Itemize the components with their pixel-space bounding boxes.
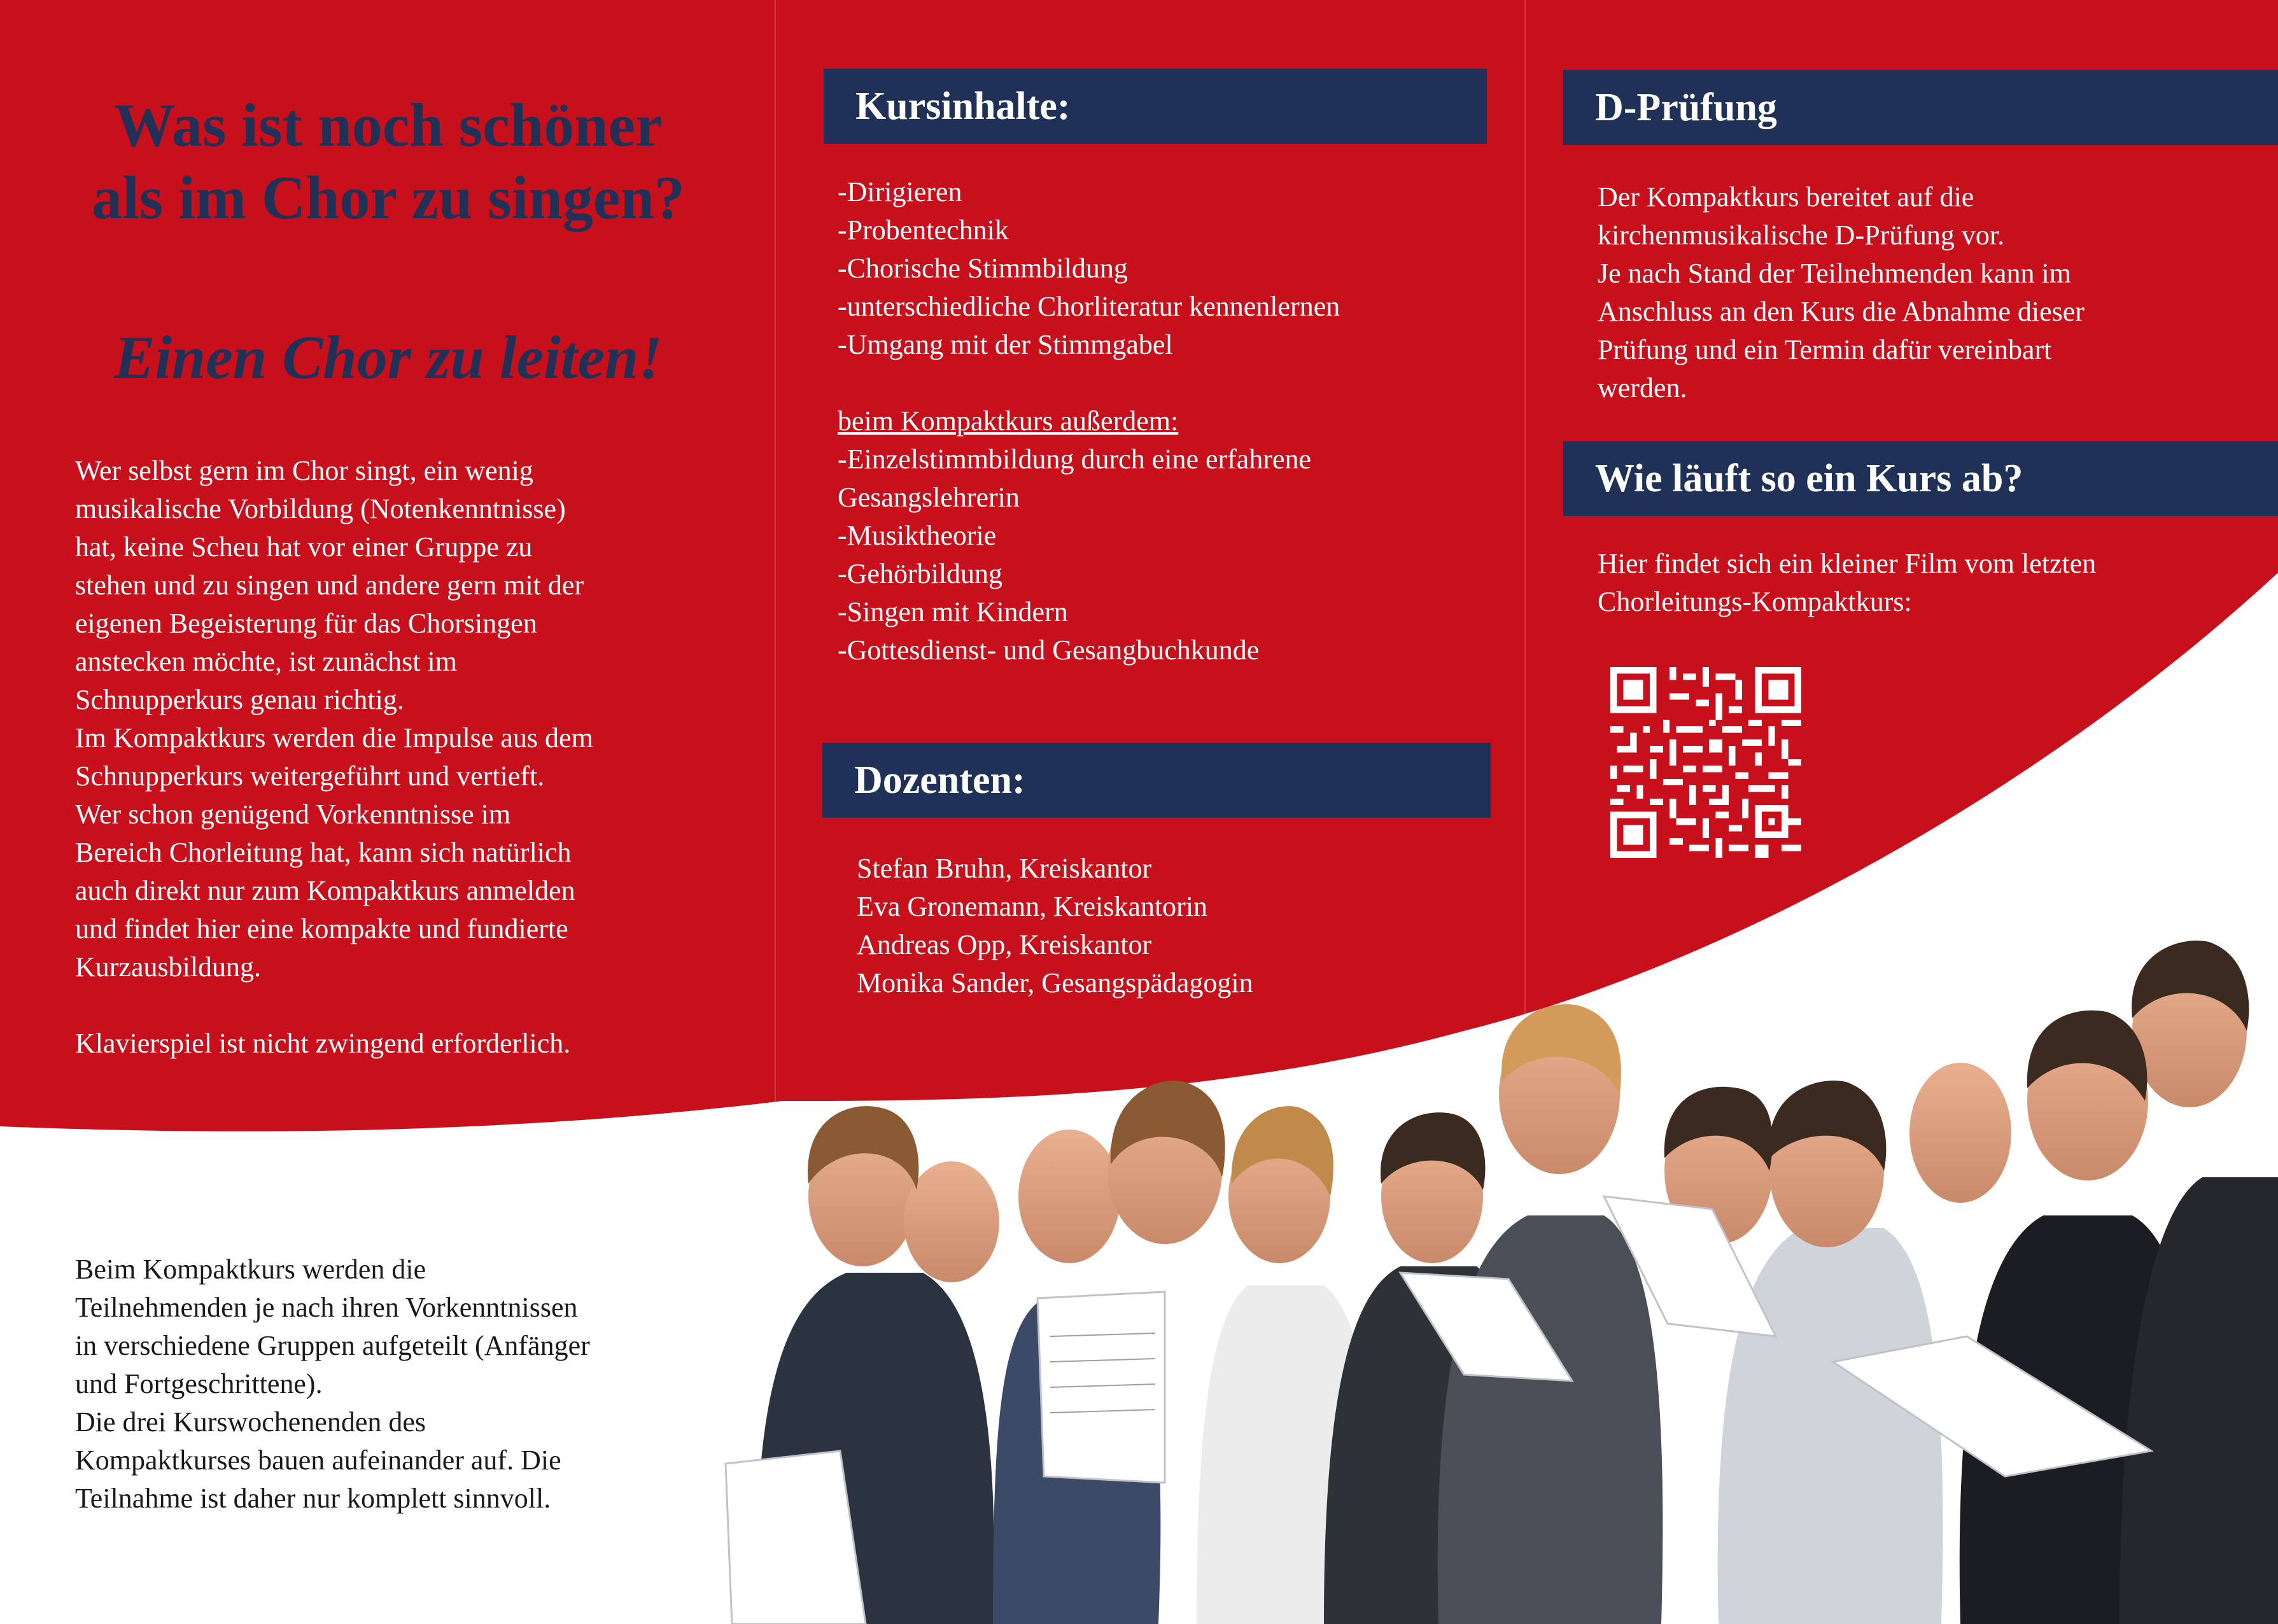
contents-item: -Umgang mit der Stimmgabel	[838, 329, 1173, 360]
intro-line: auch direkt nur zum Kompaktkurs anmelden	[75, 875, 575, 906]
course-process-heading: Wie läuft so ein Kurs ab?	[1563, 441, 2278, 516]
compact-line: Teilnahme ist daher nur komplett sinnvoll.	[75, 1483, 551, 1514]
compact-line: in verschiedene Gruppen aufgeteilt (Anfänger	[75, 1330, 590, 1361]
contents-item: -unterschiedliche Chorliteratur kennenlernen	[838, 291, 1340, 322]
headline-line-2: als im Chor zu singen?	[92, 164, 685, 232]
contents-item: -Chorische Stimmbildung	[838, 253, 1128, 284]
piano-note: Klavierspiel ist nicht zwingend erforderlich.	[75, 1028, 571, 1059]
intro-paragraph	[75, 452, 593, 986]
course-process-paragraph	[1598, 545, 2096, 621]
choir-group-silhouettes	[726, 941, 2278, 1624]
sub-headline: Einen Chor zu leiten!	[114, 323, 663, 391]
compact-line: Beim Kompaktkurs werden die	[75, 1254, 426, 1285]
compact-line: Teilnehmenden je nach ihren Vorkenntnissen	[75, 1292, 578, 1323]
intro-line: anstecken möchte, ist zunächst im	[75, 646, 457, 677]
intro-line: hat, keine Scheu hat vor einer Gruppe zu	[75, 531, 533, 563]
intro-line: Schnupperkurs weitergeführt und vertieft.	[75, 760, 545, 792]
intro-line: und findet hier eine kompakte und fundierte	[75, 913, 568, 944]
lecturer-name: Andreas Opp, Kreiskantor	[857, 929, 1152, 960]
exam-line: werden.	[1598, 372, 1687, 403]
extra-item: -Musiktheorie	[838, 520, 997, 551]
extra-item: -Gehörbildung	[838, 558, 1003, 589]
extra-item: -Gottesdienst- und Gesangbuchkunde	[838, 634, 1260, 666]
compact-extra-heading: beim Kompaktkurs außerdem:	[838, 405, 1179, 437]
extra-item: Gesangslehrerin	[838, 482, 1020, 513]
intro-line: stehen und zu singen und andere gern mit der	[75, 570, 584, 601]
intro-line: eigenen Begeisterung für das Chorsingen	[75, 608, 537, 639]
main-headline	[25, 89, 751, 234]
exam-line: Der Kompaktkurs bereitet auf die	[1598, 181, 1974, 213]
intro-line: Kurzausbildung.	[75, 951, 262, 983]
exam-line: Anschluss an den Kurs die Abnahme dieser	[1598, 296, 2085, 327]
intro-line: Bereich Chorleitung hat, kann sich natürlich	[75, 837, 572, 868]
compact-line: und Fortgeschrittene).	[75, 1368, 323, 1399]
extra-item: -Einzelstimmbildung durch eine erfahrene	[838, 444, 1312, 475]
headline-line-1: Was ist noch schöner	[114, 91, 663, 159]
process-line: Chorleitungs-Kompaktkurs:	[1598, 586, 1912, 617]
extra-item: -Singen mit Kindern	[838, 596, 1068, 627]
d-exam-heading: D-Prüfung	[1563, 70, 2278, 145]
qr-code[interactable]	[1610, 667, 1801, 858]
lecturers-list	[857, 850, 1253, 1002]
lecturer-name: Eva Gronemann, Kreiskantorin	[857, 891, 1208, 922]
exam-line: Je nach Stand der Teilnehmenden kann im	[1598, 258, 2071, 289]
intro-line: Im Kompaktkurs werden die Impulse aus dem	[75, 722, 593, 753]
course-contents-list	[838, 173, 1340, 669]
lecturer-name: Monika Sander, Gesangspädagogin	[857, 967, 1253, 998]
intro-line: Wer selbst gern im Chor singt, ein wenig	[75, 455, 533, 486]
compact-line: Kompaktkurses bauen aufeinander auf. Die	[75, 1445, 561, 1476]
process-line: Hier findet sich ein kleiner Film vom letzten	[1598, 548, 2097, 579]
intro-line: Wer schon genügend Vorkenntnisse im	[75, 799, 511, 830]
intro-line: musikalische Vorbildung (Notenkenntnisse)	[75, 493, 566, 524]
contents-item: -Dirigieren	[838, 176, 962, 207]
intro-line: Schnupperkurs genau richtig.	[75, 684, 404, 715]
lecturers-heading: Dozenten:	[822, 743, 1491, 818]
course-contents-heading: Kursinhalte:	[824, 69, 1487, 144]
compact-course-paragraph	[75, 1250, 590, 1518]
lecturer-name: Stefan Bruhn, Kreiskantor	[857, 853, 1152, 884]
d-exam-paragraph	[1598, 178, 2085, 407]
contents-item: -Probentechnik	[838, 214, 1009, 246]
exam-line: Prüfung und ein Termin dafür vereinbart	[1598, 334, 2052, 365]
exam-line: kirchenmusikalische D-Prüfung vor.	[1598, 220, 2005, 251]
compact-line: Die drei Kurswochenenden des	[75, 1406, 426, 1438]
